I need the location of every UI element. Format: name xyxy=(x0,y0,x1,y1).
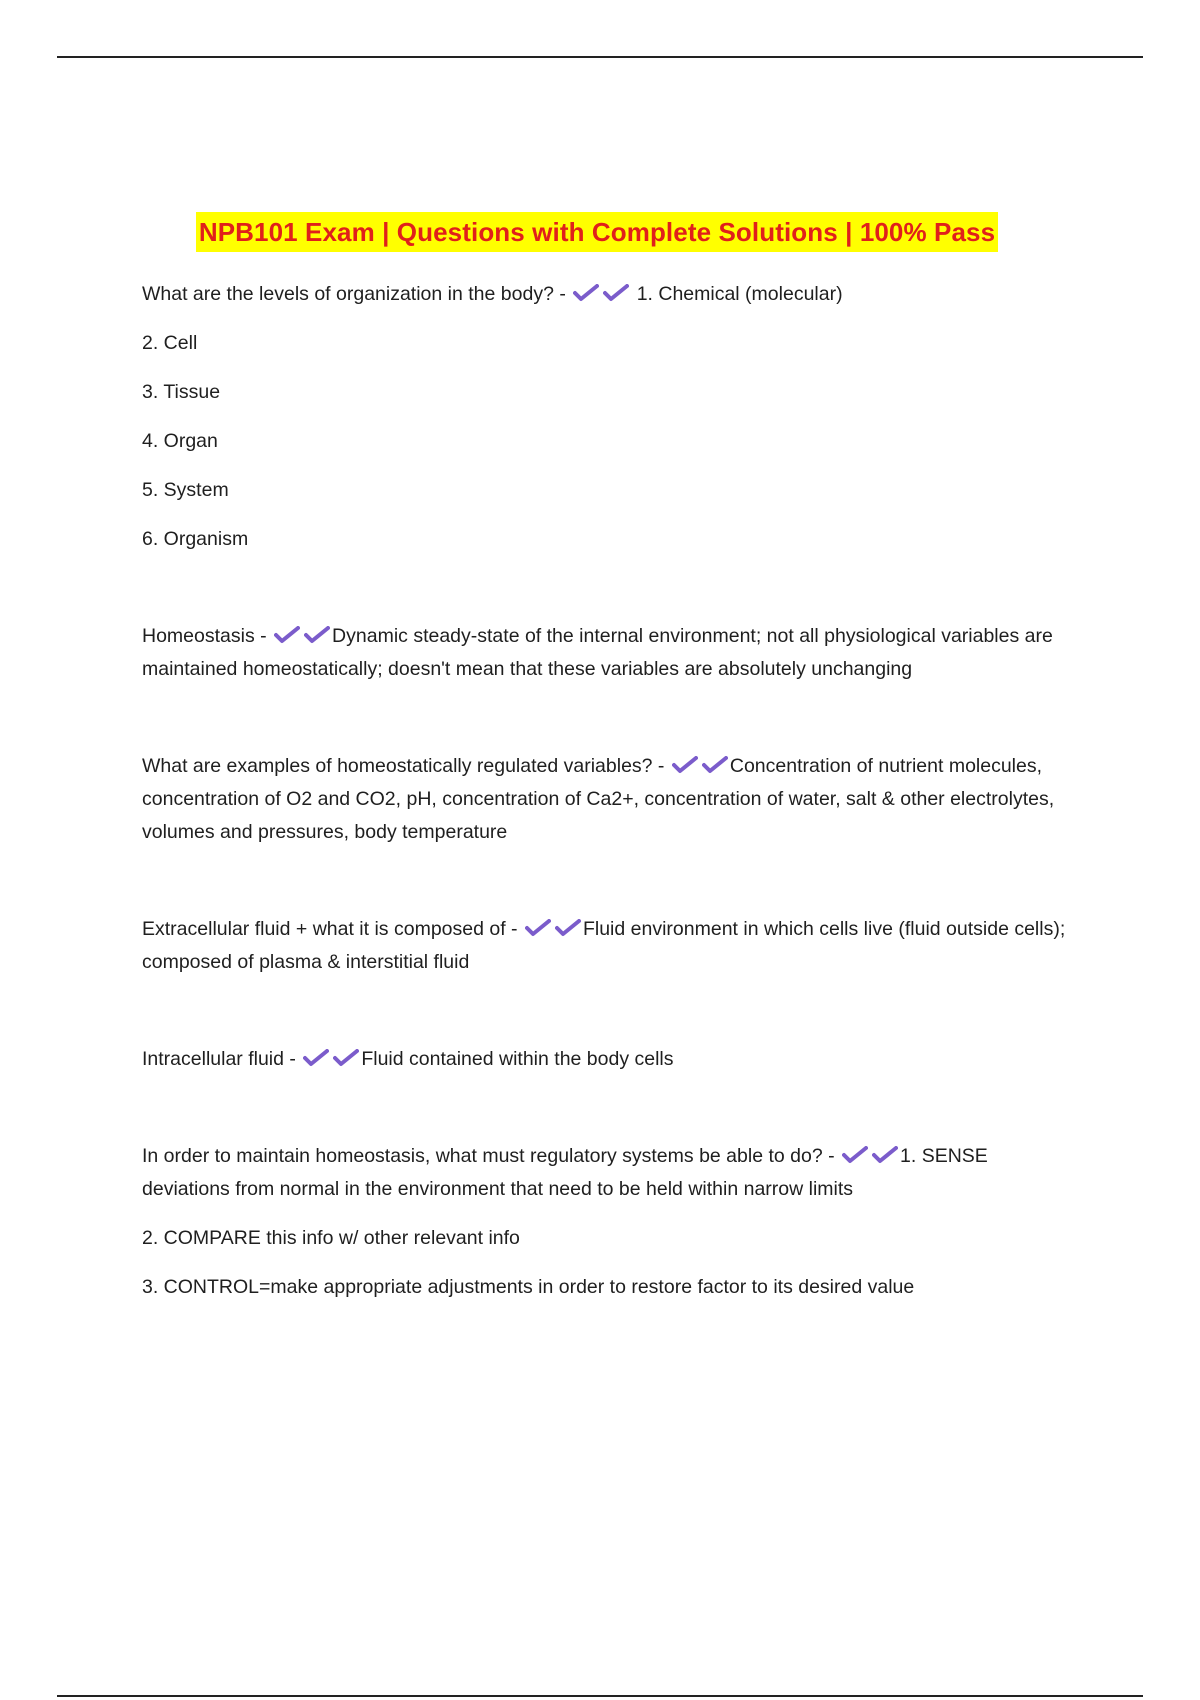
list-item: 2. Cell xyxy=(142,332,198,354)
check-icon xyxy=(573,284,599,302)
answer-text: 1. Chemical (molecular) xyxy=(636,283,843,305)
check-icon xyxy=(525,919,551,937)
qa-item-regulated-variables xyxy=(142,750,1072,849)
check-icon xyxy=(274,626,300,644)
list-item: 5. System xyxy=(142,479,229,501)
list-item: 3. Tissue xyxy=(142,381,221,403)
answer-text: Fluid environment in which cells live (fluid outside cells); composed of plasma & interstitial fluid xyxy=(142,918,1066,973)
spacer xyxy=(142,995,1072,1043)
answer-text: Concentration of nutrient molecules, concentration of O2 and CO2, pH, concentration of Ca2+, concentration of water, salt & other electrolytes, volumes and pressures, body temperature xyxy=(142,755,1055,843)
check-icon xyxy=(702,756,728,774)
list-item: 3. CONTROL=make appropriate adjustments in order to restore factor to its desired value xyxy=(142,1276,915,1298)
question-text: Extracellular fluid + what it is composed of - xyxy=(142,918,518,940)
check-icon xyxy=(555,919,581,937)
answer-text: 1. SENSE deviations from normal in the environment that need to be held within narrow limits xyxy=(142,1145,988,1200)
question-text: What are examples of homeostatically regulated variables? - xyxy=(142,755,665,777)
question-text: In order to maintain homeostasis, what must regulatory systems be able to do? - xyxy=(142,1145,835,1167)
check-icon xyxy=(603,284,629,302)
qa-item-intracellular xyxy=(142,1043,1072,1076)
header-rule xyxy=(57,56,1143,58)
question-text: Homeostasis - xyxy=(142,625,267,647)
check-icon xyxy=(303,1049,329,1067)
spacer xyxy=(142,702,1072,750)
answer-text: Dynamic steady-state of the internal environment; not all physiological variables are maintained homeostatically; doesn't mean that these variables are absolutely unchanging xyxy=(142,625,1053,680)
check-icon xyxy=(872,1146,898,1164)
check-icon xyxy=(672,756,698,774)
footer-rule xyxy=(57,1695,1143,1697)
question-text: Intracellular fluid - xyxy=(142,1048,296,1070)
qa-item-homeostasis xyxy=(142,620,1072,686)
title-wrap xyxy=(122,212,1072,252)
check-icon xyxy=(333,1049,359,1067)
check-icon xyxy=(842,1146,868,1164)
spacer xyxy=(142,865,1072,913)
qa-item-levels xyxy=(142,278,1072,311)
qa-item-regulatory-systems xyxy=(142,1140,1072,1206)
spacer xyxy=(142,572,1072,620)
check-icon xyxy=(304,626,330,644)
question-text: What are the levels of organization in the body? - xyxy=(142,283,566,305)
document-page xyxy=(142,212,1072,1320)
answer-text: Fluid contained within the body cells xyxy=(361,1048,674,1070)
spacer xyxy=(142,1092,1072,1140)
list-item: 2. COMPARE this info w/ other relevant info xyxy=(142,1227,520,1249)
document-title: NPB101 Exam | Questions with Complete Solutions | 100% Pass xyxy=(196,212,998,252)
qa-item-extracellular xyxy=(142,913,1072,979)
list-item: 6. Organism xyxy=(142,528,249,550)
list-item: 4. Organ xyxy=(142,430,218,452)
